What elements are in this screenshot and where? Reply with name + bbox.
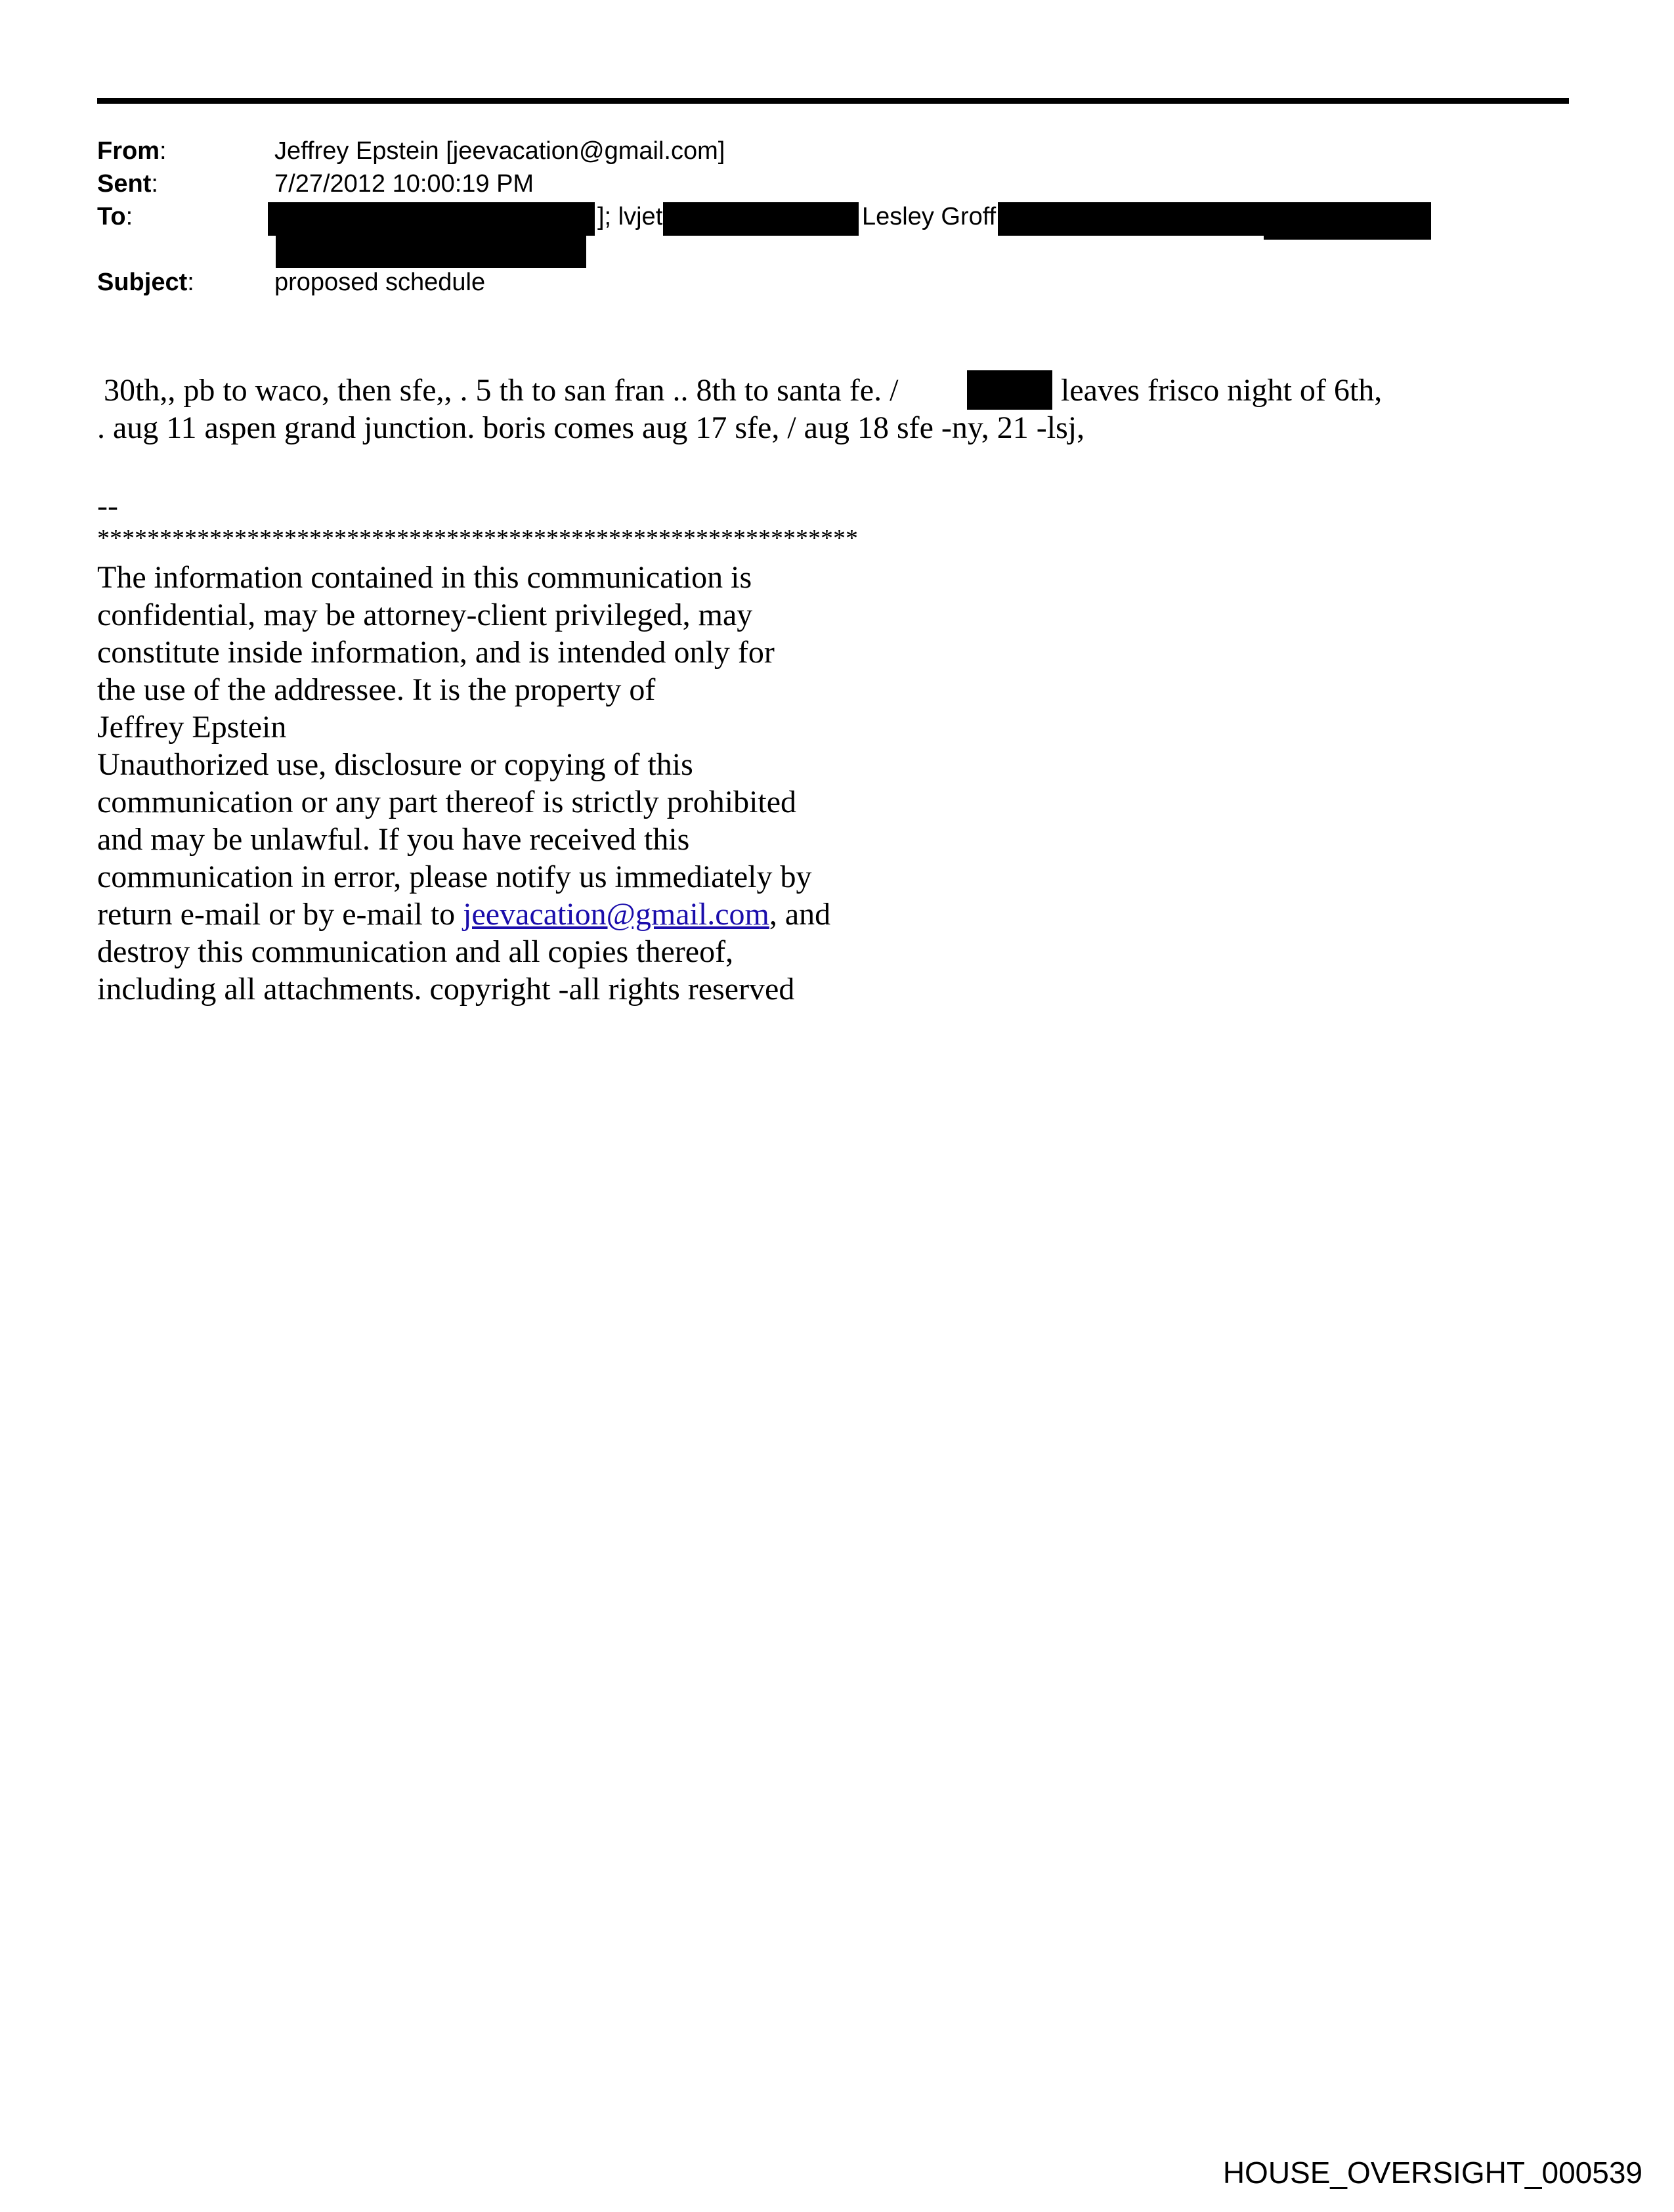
disclaimer-line: destroy this communication and all copies thereof, [97,934,734,969]
disclaimer-line: confidential, may be attorney-client privileged, may [97,597,753,632]
disclaimer-line: communication or any part thereof is strictly prohibited [97,785,797,819]
disclaimer-line: constitute inside information, and is intended only for [97,635,775,670]
email-link[interactable]: jeevacation@gmail.com [463,897,769,932]
sent-label: Sent: [97,170,158,198]
from-label: From: [97,137,167,165]
to-label: To: [97,203,133,230]
signature-stars: ************************************************************* [97,525,858,552]
redaction-block [1264,222,1431,240]
disclaimer-line: and may be unlawful. If you have received this [97,822,690,857]
disclaimer-line: Jeffrey Epstein [97,710,287,745]
to-value-part2: Lesley Groff [862,203,997,230]
sent-value: 7/27/2012 10:00:19 PM [274,170,534,198]
disclaimer-line: the use of the addressee. It is the property of [97,672,656,707]
header-rule [97,98,1569,104]
to-value-part1: ]; lvjet [597,203,663,230]
disclaimer-line: Unauthorized use, disclosure or copying of this [97,747,693,782]
subject-label: Subject: [97,269,194,296]
signature-dashes: -- [97,488,118,523]
disclaimer-line: including all attachments. copyright -all rights reserved [97,972,795,1007]
disclaimer-line: communication in error, please notify us immediately by [97,859,812,894]
body-line-1b: leaves frisco night of 6th, [1061,373,1383,408]
body-line-1a: 30th,, pb to waco, then sfe,, . 5 th to san fran .. 8th to santa fe. / [104,373,899,408]
redaction-block [276,235,586,268]
body-line-2: . aug 11 aspen grand junction. boris comes aug 17 sfe, / aug 18 sfe -ny, 21 -lsj, [97,410,1085,445]
from-value: Jeffrey Epstein [jeevacation@gmail.com] [274,137,725,165]
redaction-block [268,202,595,236]
redaction-block [663,202,859,236]
redaction-block [967,370,1052,410]
disclaimer-line-email: return e-mail or by e-mail to jeevacation@gmail.com, and [97,897,831,932]
disclaimer-line: The information contained in this communication is [97,560,752,595]
subject-value: proposed schedule [274,269,486,296]
bates-number: HOUSE_OVERSIGHT_000539 [1222,2156,1642,2190]
